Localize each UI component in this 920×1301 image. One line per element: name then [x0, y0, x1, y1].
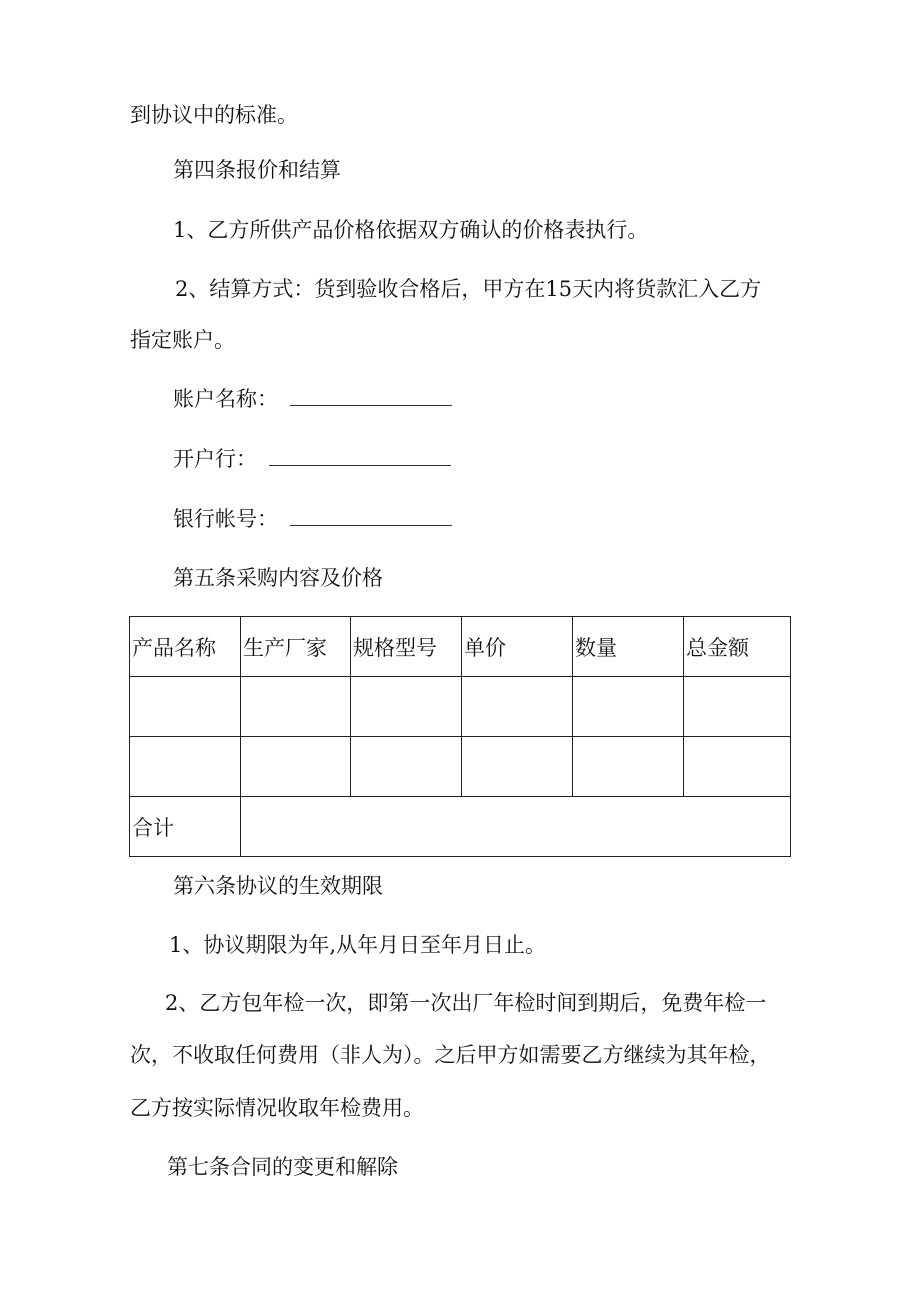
bank-row [173, 444, 451, 474]
purchase-table [129, 616, 791, 857]
table-cell [351, 677, 462, 737]
article-7-title: 第七条合同的变更和解除 [167, 1155, 398, 1179]
table-cell [573, 677, 684, 737]
account-name-row [173, 384, 452, 414]
account-number-label: 银行帐号： [173, 507, 278, 531]
header-unit-price: 单价 [462, 617, 573, 677]
table-total-row [130, 797, 791, 857]
article-6-item-1: 1、协议期限为年,从年月日至年月日止。 [169, 933, 547, 957]
account-name-blank [290, 385, 452, 406]
article-6-item-2-line-1: 2、乙方包年检一次，即第一次出厂年检时间到期后，免费年检一 [165, 991, 767, 1015]
header-product-name: 产品名称 [130, 617, 241, 677]
table-row [130, 737, 791, 797]
account-number-blank [290, 505, 452, 526]
account-number-row [173, 504, 452, 534]
bank-blank [269, 445, 451, 466]
total-label: 合计 [130, 797, 241, 857]
article-4-item-2-line-1: 2、结算方式：货到验收合格后，甲方在15天内将货款汇入乙方 [175, 277, 762, 301]
table-cell [462, 677, 573, 737]
article-4-title: 第四条报价和结算 [173, 158, 341, 182]
table-cell [241, 737, 351, 797]
table-row [130, 677, 791, 737]
table-cell [241, 677, 351, 737]
article-6-title: 第六条协议的生效期限 [173, 874, 383, 898]
account-name-label: 账户名称： [173, 387, 278, 411]
article-4-item-2-line-2: 指定账户。 [130, 328, 235, 352]
table-cell [573, 737, 684, 797]
table-cell [684, 677, 791, 737]
header-specification: 规格型号 [351, 617, 462, 677]
header-total-amount: 总金额 [684, 617, 791, 677]
article-5-title: 第五条采购内容及价格 [173, 566, 383, 590]
table-cell [351, 737, 462, 797]
total-value [241, 797, 791, 857]
article-6-item-2-line-2: 次，不收取任何费用（非人为）。之后甲方如需要乙方继续为其年检， [130, 1043, 771, 1067]
table-cell [684, 737, 791, 797]
table-cell [130, 737, 241, 797]
header-quantity: 数量 [573, 617, 684, 677]
paragraph-continuation: 到协议中的标准。 [130, 103, 298, 127]
table-header-row [130, 617, 791, 677]
header-manufacturer: 生产厂家 [241, 617, 351, 677]
article-4-item-1: 1、乙方所供产品价格依据双方确认的价格表执行。 [173, 218, 649, 242]
bank-label: 开户行： [173, 447, 257, 471]
table-cell [462, 737, 573, 797]
article-6-item-2-line-3: 乙方按实际情况收取年检费用。 [130, 1096, 424, 1120]
table-cell [130, 677, 241, 737]
